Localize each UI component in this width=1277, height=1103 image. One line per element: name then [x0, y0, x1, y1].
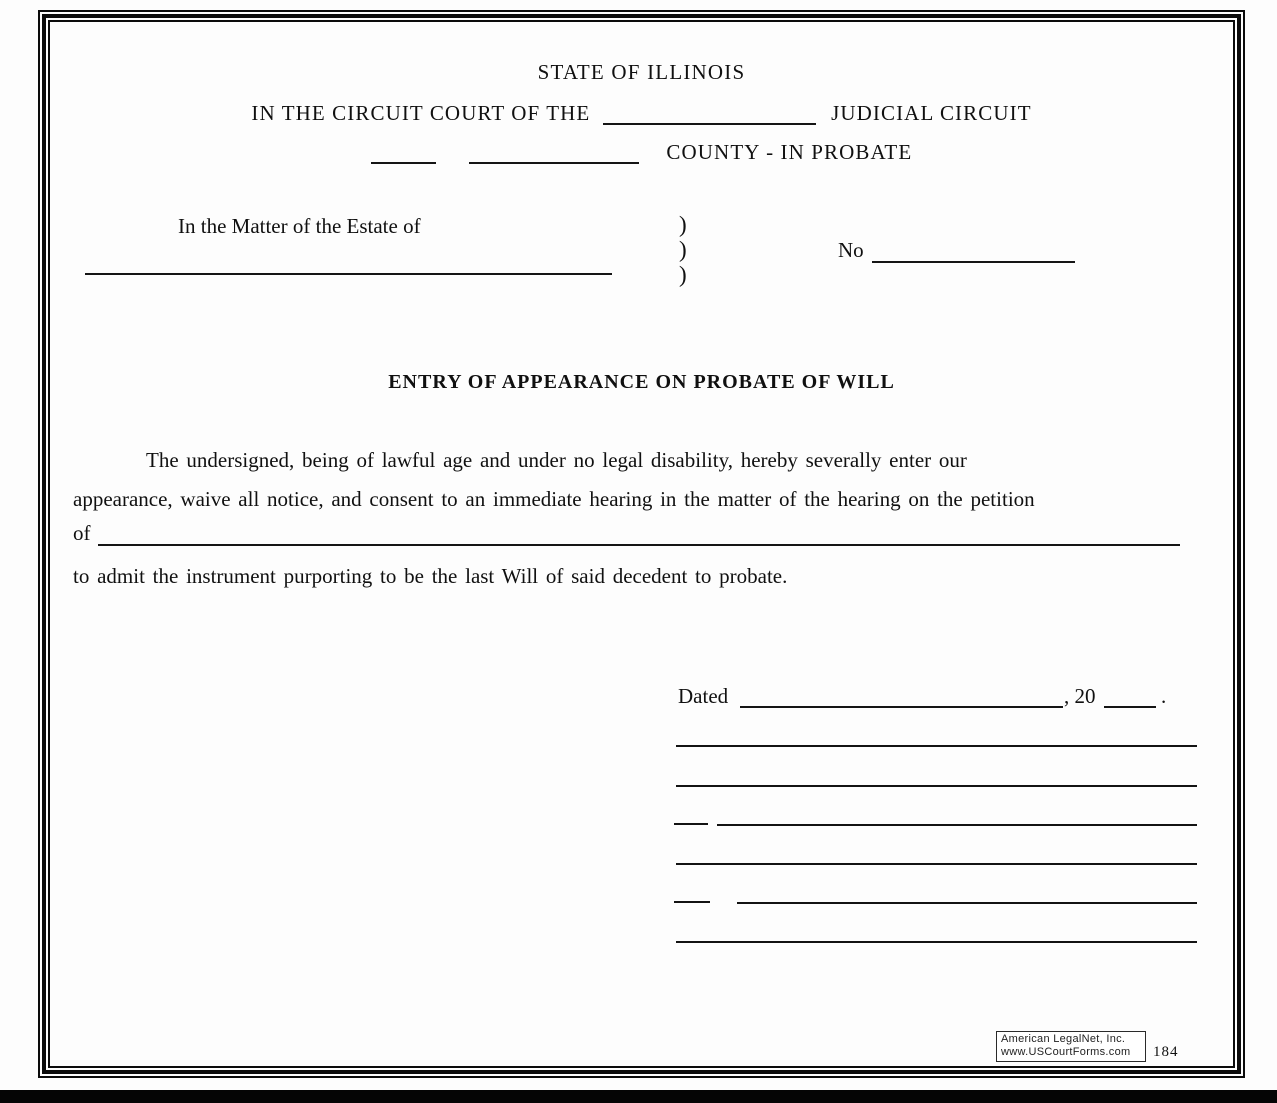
dated-year-blank — [1104, 688, 1156, 708]
case-number-label: No — [838, 238, 864, 262]
dated-month-day-blank — [740, 688, 1063, 708]
state-heading: STATE OF ILLINOIS — [537, 60, 746, 84]
signature-line — [676, 745, 1197, 747]
paren-glyph: ) — [679, 212, 687, 237]
paren-glyph: ) — [679, 237, 687, 262]
vendor-stamp — [996, 1031, 1146, 1062]
petitioner-name-blank — [98, 526, 1180, 546]
scan-edge-artifact — [0, 1090, 1277, 1103]
circuit-court-line — [40, 101, 1243, 126]
signature-line — [676, 863, 1197, 865]
judicial-circuit-blank — [603, 107, 816, 125]
signature-line-stub — [674, 901, 710, 903]
signature-line — [737, 902, 1197, 904]
page-number: 184 — [1153, 1044, 1179, 1060]
caption-paren-column — [679, 212, 687, 287]
county-suffix: COUNTY - IN PROBATE — [666, 140, 913, 164]
circuit-court-suffix: JUDICIAL CIRCUIT — [831, 101, 1032, 125]
case-number-blank — [872, 243, 1075, 263]
estate-matter-label: In the Matter of the Estate of — [178, 214, 421, 238]
dated-label: Dated — [678, 684, 729, 708]
decedent-name-blank — [85, 255, 612, 275]
circuit-court-prefix: IN THE CIRCUIT COURT OF THE — [251, 101, 591, 125]
signature-line — [676, 785, 1197, 787]
vendor-url: www.USCourtForms.com — [1001, 1046, 1131, 1058]
signature-line-stub — [674, 823, 708, 825]
dated-period: . — [1161, 684, 1167, 708]
signature-line — [676, 941, 1197, 943]
county-line — [40, 140, 1243, 165]
body-line-2: appearance, waive all notice, and consent to an immediate hearing in the matter of the hearing on the petition — [73, 487, 1035, 511]
body-line-3-prefix: of — [73, 521, 91, 545]
dated-century-prefix: , 20 — [1064, 684, 1096, 708]
signature-line — [717, 824, 1197, 826]
form-title: ENTRY OF APPEARANCE ON PROBATE OF WILL — [388, 371, 895, 393]
body-line-1: The undersigned, being of lawful age and under no legal disability, hereby severally enter our — [146, 448, 967, 472]
county-blank-long — [469, 146, 639, 164]
body-line-4: to admit the instrument purporting to be the last Will of said decedent to probate. — [73, 564, 788, 588]
paren-glyph: ) — [679, 262, 687, 287]
county-blank-short — [371, 146, 436, 164]
vendor-name: American LegalNet, Inc. — [1001, 1033, 1126, 1045]
